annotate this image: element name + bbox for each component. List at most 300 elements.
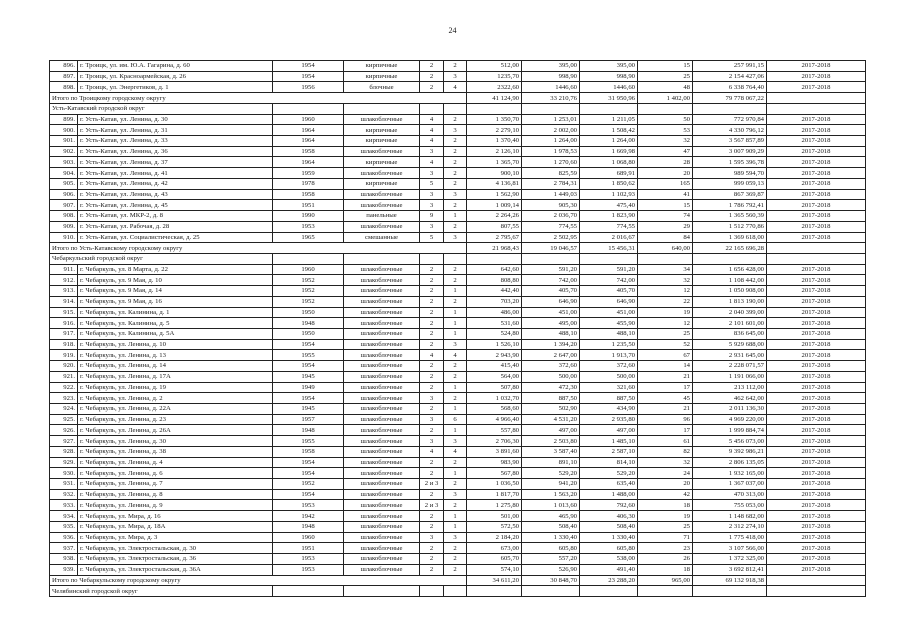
area-private-cell: 887,50 [580,393,638,404]
year-cell: 1954 [273,468,344,479]
floors-cell: 4 [420,136,444,147]
area-total-cell: 512,00 [467,61,522,72]
empty-cell [767,586,866,597]
area-residential-cell: 2 503,80 [522,436,580,447]
area-residential-cell: 1 270,60 [522,157,580,168]
entrances-cell: 2 [444,361,467,372]
period-cell: 2017-2018 [767,178,866,189]
table-row [50,328,866,339]
residents-cell: 965,00 [638,575,693,586]
entrances-cell: 3 [444,339,467,350]
year-cell: 1978 [273,178,344,189]
empty-cell [273,103,344,114]
material-cell: шлакоблочные [344,307,420,318]
year-cell: 1952 [273,286,344,297]
residents-cell: 21 [638,371,693,382]
floors-cell: 2 [420,61,444,72]
material-cell: шлакоблочные [344,350,420,361]
period-cell: 2017-2018 [767,146,866,157]
table-row [50,232,866,243]
residents-cell: 41 [638,189,693,200]
row-number: 939. [50,564,78,575]
table-row [50,136,866,147]
material-cell: панельные [344,211,420,222]
material-cell: шлакоблочные [344,168,420,179]
empty-cell [467,586,522,597]
row-number: 937. [50,543,78,554]
floors-cell: 5 [420,232,444,243]
address-cell: г. Чебаркуль, ул. Ленина, д. 26А [78,425,273,436]
table-row [50,114,866,125]
residents-cell: 25 [638,71,693,82]
cost-cell: 867 369,87 [693,189,767,200]
table-row [50,275,866,286]
table-row [50,264,866,275]
period-cell: 2017-2018 [767,82,866,93]
residents-cell: 84 [638,232,693,243]
area-residential-cell: 395,00 [522,61,580,72]
residents-cell: 48 [638,82,693,93]
cost-cell: 5 929 688,00 [693,339,767,350]
table-row [50,350,866,361]
table-row [50,221,866,232]
area-residential-cell: 30 848,70 [522,575,580,586]
row-number: 896. [50,61,78,72]
floors-cell: 2 [420,275,444,286]
area-total-cell: 442,40 [467,286,522,297]
area-private-cell: 455,90 [580,318,638,329]
row-number: 901. [50,136,78,147]
floors-cell: 3 [420,414,444,425]
table-row [50,404,866,415]
cost-cell: 2 931 645,00 [693,350,767,361]
period-cell [767,243,866,254]
address-cell: г. Чебаркуль, ул. Электростальская, д. 36 [78,554,273,565]
residents-cell: 32 [638,275,693,286]
period-cell: 2017-2018 [767,436,866,447]
area-private-cell: 434,90 [580,404,638,415]
residents-cell: 25 [638,521,693,532]
period-cell: 2017-2018 [767,232,866,243]
table-row [50,211,866,222]
area-residential-cell: 557,20 [522,554,580,565]
residents-cell: 32 [638,457,693,468]
year-cell: 1945 [273,371,344,382]
cost-cell: 1 813 190,00 [693,296,767,307]
area-residential-cell: 998,90 [522,71,580,82]
area-total-cell: 2 706,30 [467,436,522,447]
empty-cell [344,586,420,597]
cost-cell: 9 392 986,21 [693,446,767,457]
area-total-cell: 808,80 [467,275,522,286]
area-total-cell: 34 611,20 [467,575,522,586]
table-row [50,564,866,575]
row-number: 926. [50,425,78,436]
address-cell: г. Чебаркуль, ул. Ленина, д. 14 [78,361,273,372]
area-private-cell: 1 488,00 [580,489,638,500]
address-cell: г. Усть-Катав, ул. Ленина, д. 30 [78,114,273,125]
area-residential-cell: 1 264,00 [522,136,580,147]
total-row [50,575,866,586]
entrances-cell: 1 [444,286,467,297]
entrances-cell: 3 [444,532,467,543]
floors-cell: 4 [420,446,444,457]
area-total-cell: 1 526,10 [467,339,522,350]
entrances-cell: 1 [444,382,467,393]
residents-cell: 19 [638,307,693,318]
empty-cell [767,253,866,264]
period-cell: 2017-2018 [767,554,866,565]
row-number: 915. [50,307,78,318]
material-cell: кирпичные [344,136,420,147]
row-number: 931. [50,479,78,490]
empty-cell [580,253,638,264]
residents-cell: 12 [638,318,693,329]
row-number: 929. [50,457,78,468]
floors-cell: 2 [420,286,444,297]
residents-cell: 19 [638,511,693,522]
material-cell: шлакоблочные [344,200,420,211]
residents-cell: 24 [638,468,693,479]
cost-cell: 1 148 682,00 [693,511,767,522]
year-cell: 1958 [273,189,344,200]
year-cell: 1954 [273,71,344,82]
residents-cell: 45 [638,393,693,404]
row-number: 938. [50,554,78,565]
year-cell: 1954 [273,339,344,350]
floors-cell: 2 [420,82,444,93]
area-residential-cell: 472,30 [522,382,580,393]
material-cell: шлакоблочные [344,318,420,329]
address-cell: г. Усть-Катав, ул. Ленина, д. 43 [78,189,273,200]
period-cell: 2017-2018 [767,168,866,179]
residents-cell: 18 [638,500,693,511]
area-private-cell: 1 264,00 [580,136,638,147]
empty-cell [638,103,693,114]
year-cell: 1954 [273,61,344,72]
cost-cell: 1 369 618,00 [693,232,767,243]
floors-cell: 3 [420,532,444,543]
floors-cell: 2 [420,71,444,82]
cost-cell: 2 228 071,57 [693,361,767,372]
empty-cell [693,103,767,114]
residents-cell: 640,00 [638,243,693,254]
table-row [50,178,866,189]
area-residential-cell: 405,70 [522,286,580,297]
material-cell: шлакоблочные [344,296,420,307]
empty-cell [444,103,467,114]
area-private-cell: 1 068,80 [580,157,638,168]
row-number: 923. [50,393,78,404]
address-cell: г. Чебаркуль, ул. Ленина, д. 30 [78,436,273,447]
material-cell: кирпичные [344,125,420,136]
year-cell: 1953 [273,500,344,511]
period-cell [767,575,866,586]
material-cell: кирпичные [344,178,420,189]
area-total-cell: 486,00 [467,307,522,318]
period-cell: 2017-2018 [767,489,866,500]
residents-cell: 25 [638,328,693,339]
area-residential-cell: 1 978,53 [522,146,580,157]
area-residential-cell: 1 013,60 [522,500,580,511]
entrances-cell: 1 [444,211,467,222]
cost-cell: 1 372 325,00 [693,554,767,565]
cost-cell: 755 053,00 [693,500,767,511]
total-label: Итого по Троицкому городскому округу [50,93,467,104]
row-number: 927. [50,436,78,447]
residents-cell: 74 [638,211,693,222]
table-row [50,339,866,350]
entrances-cell: 1 [444,404,467,415]
floors-cell: 4 [420,157,444,168]
area-residential-cell: 591,20 [522,264,580,275]
period-cell: 2017-2018 [767,521,866,532]
area-private-cell: 1 913,70 [580,350,638,361]
entrances-cell: 4 [444,82,467,93]
area-total-cell: 703,20 [467,296,522,307]
area-total-cell: 501,00 [467,511,522,522]
floors-cell: 2 [420,543,444,554]
table-row [50,125,866,136]
area-total-cell: 531,60 [467,318,522,329]
residents-cell: 50 [638,114,693,125]
period-cell: 2017-2018 [767,200,866,211]
residents-cell: 12 [638,286,693,297]
area-private-cell: 1 669,98 [580,146,638,157]
total-label: Итого по Усть-Катавскому городскому округу [50,243,467,254]
floors-cell: 3 [420,146,444,157]
row-number: 925. [50,414,78,425]
residents-cell: 20 [638,479,693,490]
cost-cell: 2 011 136,30 [693,404,767,415]
table-row [50,436,866,447]
cost-cell: 6 338 764,40 [693,82,767,93]
entrances-cell: 2 [444,264,467,275]
cost-cell: 1 999 884,74 [693,425,767,436]
row-number: 905. [50,178,78,189]
area-residential-cell: 2 784,31 [522,178,580,189]
area-private-cell: 538,00 [580,554,638,565]
material-cell: шлакоблочные [344,414,420,425]
period-cell: 2017-2018 [767,425,866,436]
entrances-cell: 1 [444,307,467,318]
address-cell: г. Чебаркуль, ул. Ленина, д. 38 [78,446,273,457]
area-residential-cell: 887,50 [522,393,580,404]
entrances-cell: 2 [444,393,467,404]
period-cell: 2017-2018 [767,286,866,297]
cost-cell: 1 595 396,78 [693,157,767,168]
area-private-cell: 475,40 [580,200,638,211]
area-private-cell: 646,90 [580,296,638,307]
period-cell: 2017-2018 [767,221,866,232]
floors-cell: 3 [420,221,444,232]
year-cell: 1954 [273,457,344,468]
empty-cell [344,103,420,114]
cost-cell: 989 594,70 [693,168,767,179]
address-cell: г. Троицк, ул. Энергетиков, д. 1 [78,82,273,93]
empty-cell [467,253,522,264]
year-cell: 1950 [273,307,344,318]
empty-cell [522,103,580,114]
area-residential-cell: 2 647,00 [522,350,580,361]
row-number: 917. [50,328,78,339]
material-cell: шлакоблочные [344,382,420,393]
residents-cell: 15 [638,200,693,211]
address-cell: г. Чебаркуль, ул. Электростальская, д. 30 [78,543,273,554]
table-row [50,425,866,436]
material-cell: шлакоблочные [344,554,420,565]
year-cell: 1959 [273,168,344,179]
cost-cell: 69 132 918,38 [693,575,767,586]
address-cell: г. Усть-Катав, ул. Ленина, д. 41 [78,168,273,179]
year-cell: 1964 [273,125,344,136]
material-cell: шлакоблочные [344,328,420,339]
floors-cell: 3 [420,436,444,447]
residents-cell: 71 [638,532,693,543]
row-number: 899. [50,114,78,125]
residents-cell: 96 [638,414,693,425]
year-cell: 1960 [273,532,344,543]
address-cell: г. Чебаркуль, ул. Ленина, д. 17А [78,371,273,382]
material-cell: шлакоблочные [344,221,420,232]
table-row [50,157,866,168]
cost-cell: 1 050 908,00 [693,286,767,297]
material-cell: шлакоблочные [344,393,420,404]
entrances-cell: 1 [444,521,467,532]
entrances-cell: 2 [444,178,467,189]
empty-cell [467,103,522,114]
year-cell: 1954 [273,489,344,500]
area-total-cell: 21 968,43 [467,243,522,254]
area-total-cell: 4 966,40 [467,414,522,425]
residents-cell: 28 [638,157,693,168]
row-number: 924. [50,404,78,415]
period-cell: 2017-2018 [767,339,866,350]
area-residential-cell: 825,59 [522,168,580,179]
address-cell: г. Чебаркуль, ул. Калинина, д. 5 [78,318,273,329]
area-private-cell: 1446,60 [580,82,638,93]
row-number: 909. [50,221,78,232]
empty-cell [522,253,580,264]
entrances-cell: 2 [444,543,467,554]
area-private-cell: 15 456,31 [580,243,638,254]
residents-cell: 15 [638,61,693,72]
area-private-cell: 605,80 [580,543,638,554]
floors-cell: 2 и 3 [420,479,444,490]
entrances-cell: 2 [444,157,467,168]
period-cell: 2017-2018 [767,328,866,339]
entrances-cell: 2 [444,61,467,72]
material-cell: кирпичные [344,61,420,72]
row-number: 897. [50,71,78,82]
cost-cell: 2 806 135,05 [693,457,767,468]
residents-cell: 61 [638,436,693,447]
floors-cell: 2 [420,382,444,393]
entrances-cell: 3 [444,232,467,243]
row-number: 911. [50,264,78,275]
empty-cell [580,103,638,114]
period-cell: 2017-2018 [767,189,866,200]
area-private-cell: 774,55 [580,221,638,232]
residents-cell: 23 [638,543,693,554]
area-total-cell: 2 184,20 [467,532,522,543]
area-private-cell: 451,00 [580,307,638,318]
cost-cell: 3 692 812,41 [693,564,767,575]
empty-cell [444,586,467,597]
cost-cell: 2 154 427,06 [693,71,767,82]
period-cell: 2017-2018 [767,511,866,522]
area-total-cell: 2 126,10 [467,146,522,157]
area-private-cell: 491,40 [580,564,638,575]
table-row [50,168,866,179]
area-total-cell: 1 817,70 [467,489,522,500]
empty-cell [693,586,767,597]
floors-cell: 2 и 3 [420,500,444,511]
table-row [50,521,866,532]
address-cell: г. Усть-Катав, ул. Ленина, д. 42 [78,178,273,189]
year-cell: 1954 [273,361,344,372]
floors-cell: 2 [420,425,444,436]
year-cell: 1945 [273,404,344,415]
area-residential-cell: 2 036,70 [522,211,580,222]
area-total-cell: 1 365,70 [467,157,522,168]
row-number: 910. [50,232,78,243]
year-cell: 1990 [273,211,344,222]
cost-cell: 2 040 399,00 [693,307,767,318]
empty-cell [273,253,344,264]
row-number: 933. [50,500,78,511]
table-row [50,286,866,297]
address-cell: г. Усть-Катав, ул. Ленина, д. 36 [78,146,273,157]
material-cell: шлакоблочные [344,146,420,157]
area-residential-cell: 3 587,40 [522,446,580,457]
area-private-cell: 814,10 [580,457,638,468]
period-cell: 2017-2018 [767,157,866,168]
residents-cell: 165 [638,178,693,189]
residents-cell: 67 [638,350,693,361]
address-cell: г. Чебаркуль, ул. Электростальская, д. 36А [78,564,273,575]
entrances-cell: 1 [444,468,467,479]
table-row [50,543,866,554]
area-private-cell: 2 935,80 [580,414,638,425]
address-cell: г. Троицк, ул. Красноармейская, д. 26 [78,71,273,82]
material-cell: шлакоблочные [344,564,420,575]
area-total-cell: 642,60 [467,264,522,275]
year-cell: 1951 [273,543,344,554]
area-residential-cell: 1446,60 [522,82,580,93]
cost-cell: 1 932 165,00 [693,468,767,479]
area-residential-cell: 526,90 [522,564,580,575]
material-cell: шлакоблочные [344,404,420,415]
address-cell: г. Чебаркуль, ул. Ленина, д. 7 [78,479,273,490]
table-row [50,71,866,82]
floors-cell: 3 [420,168,444,179]
total-label: Итого по Чебаркульскому городскому округу [50,575,467,586]
cost-cell: 4 330 796,12 [693,125,767,136]
area-total-cell: 1 009,14 [467,200,522,211]
cost-cell: 3 567 857,89 [693,136,767,147]
area-private-cell: 405,70 [580,286,638,297]
cost-cell: 1 512 770,86 [693,221,767,232]
residents-cell: 26 [638,554,693,565]
area-private-cell: 406,30 [580,511,638,522]
area-residential-cell: 372,60 [522,361,580,372]
cost-cell: 1 108 442,00 [693,275,767,286]
area-private-cell: 1 850,62 [580,178,638,189]
period-cell: 2017-2018 [767,114,866,125]
year-cell: 1955 [273,350,344,361]
residents-cell: 20 [638,168,693,179]
